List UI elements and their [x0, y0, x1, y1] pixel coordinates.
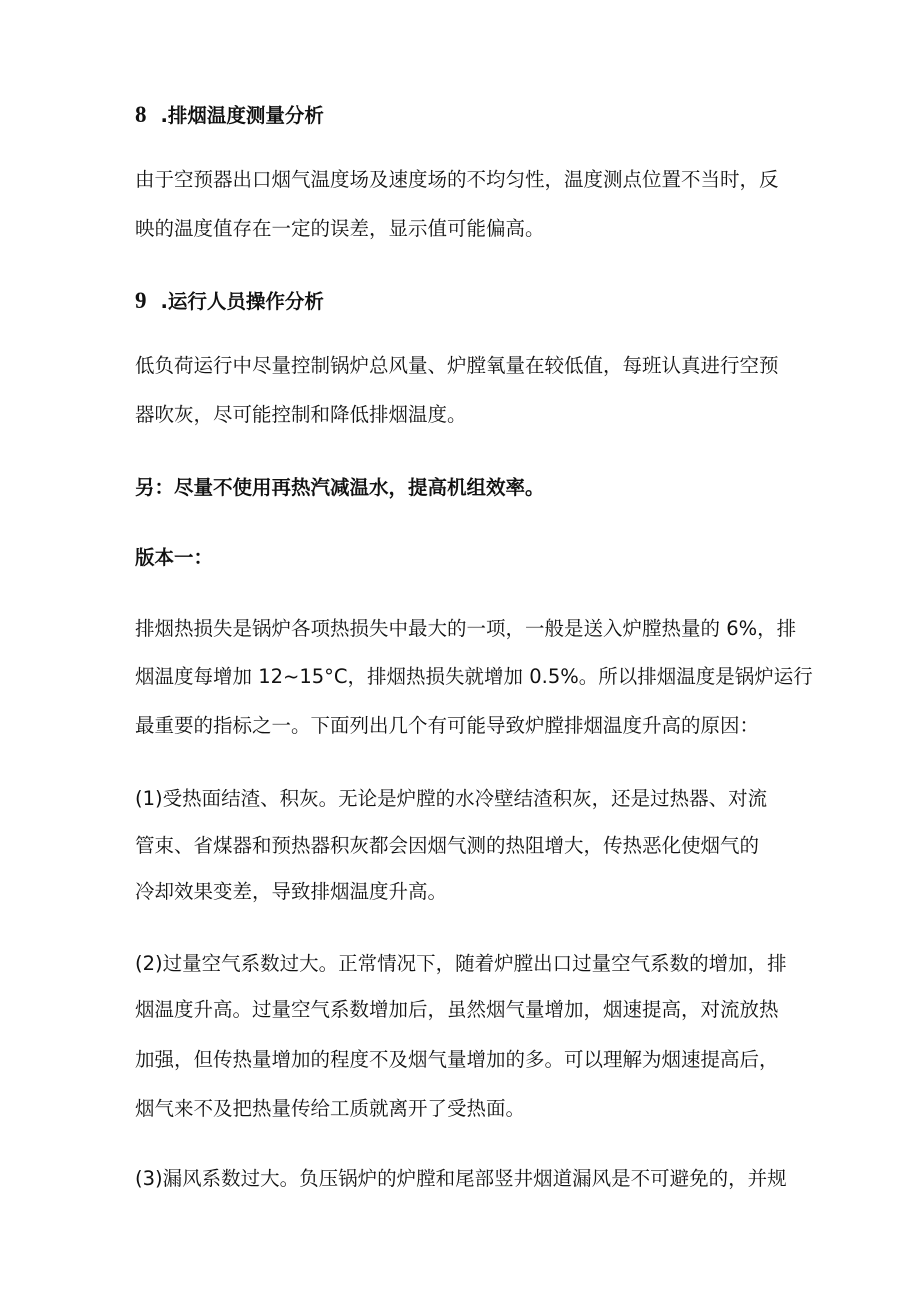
paragraph-6-line-1: (3)漏风系数过大。负压锅炉的炉膛和尾部竖井烟道漏风是不可避免的，并规	[135, 1167, 787, 1190]
paragraph-4-line-3: 冷却效果变差，导致排烟温度升高。	[135, 880, 448, 903]
paragraph-5-line-4: 烟气来不及把热量传给工质就离开了受热面。	[135, 1097, 526, 1120]
paragraph-1-line-2: 映的温度值存在一定的误差，显示值可能偏高。	[135, 217, 545, 240]
note-line: 另：尽量不使用再热汽减温水，提高机组效率。	[135, 476, 545, 499]
paragraph-3-line-3: 最重要的指标之一。下面列出几个有可能导致炉膛排烟温度升高的原因：	[135, 714, 760, 737]
heading-9-number: 9	[135, 288, 147, 313]
paragraph-3-line-1: 排烟热损失是锅炉各项热损失中最大的一项，一般是送入炉膛热量的 6%，排	[135, 617, 797, 640]
paragraph-3-line-2: 烟温度每增加 12~15°C，排烟热损失就增加 0.5%。所以排烟温度是锅炉运行	[135, 665, 813, 688]
paragraph-5-line-3: 加强，但传热量增加的程度不及烟气量增加的多。可以理解为烟速提高后，	[135, 1048, 779, 1071]
heading-9	[135, 288, 324, 315]
heading-8	[135, 102, 324, 129]
paragraph-5-line-1: (2)过量空气系数过大。正常情况下，随着炉膛出口过量空气系数的增加，排	[135, 952, 787, 975]
version-label: 版本一：	[135, 546, 214, 569]
paragraph-4-line-1: (1)受热面结渣、积灰。无论是炉膛的水冷壁结渣积灰，还是过热器、对流	[135, 787, 768, 810]
paragraph-4-line-2: 管束、省煤器和预热器积灰都会因烟气测的热阻增大，传热恶化使烟气的	[135, 834, 760, 857]
paragraph-2-line-2: 器吹灰，尽可能控制和降低排烟温度。	[135, 403, 467, 426]
paragraph-5-line-2: 烟温度升高。过量空气系数增加后，虽然烟气量增加，烟速提高，对流放热	[135, 998, 779, 1021]
paragraph-2-line-1: 低负荷运行中尽量控制锅炉总风量、炉膛氧量在较低值，每班认真进行空预	[135, 354, 779, 377]
heading-8-number: 8	[135, 102, 147, 127]
heading-8-title: .排烟温度测量分析	[160, 104, 324, 127]
paragraph-1-line-1: 由于空预器出口烟气温度场及速度场的不均匀性，温度测点位置不当时，反	[135, 168, 779, 191]
heading-9-title: .运行人员操作分析	[160, 290, 324, 313]
